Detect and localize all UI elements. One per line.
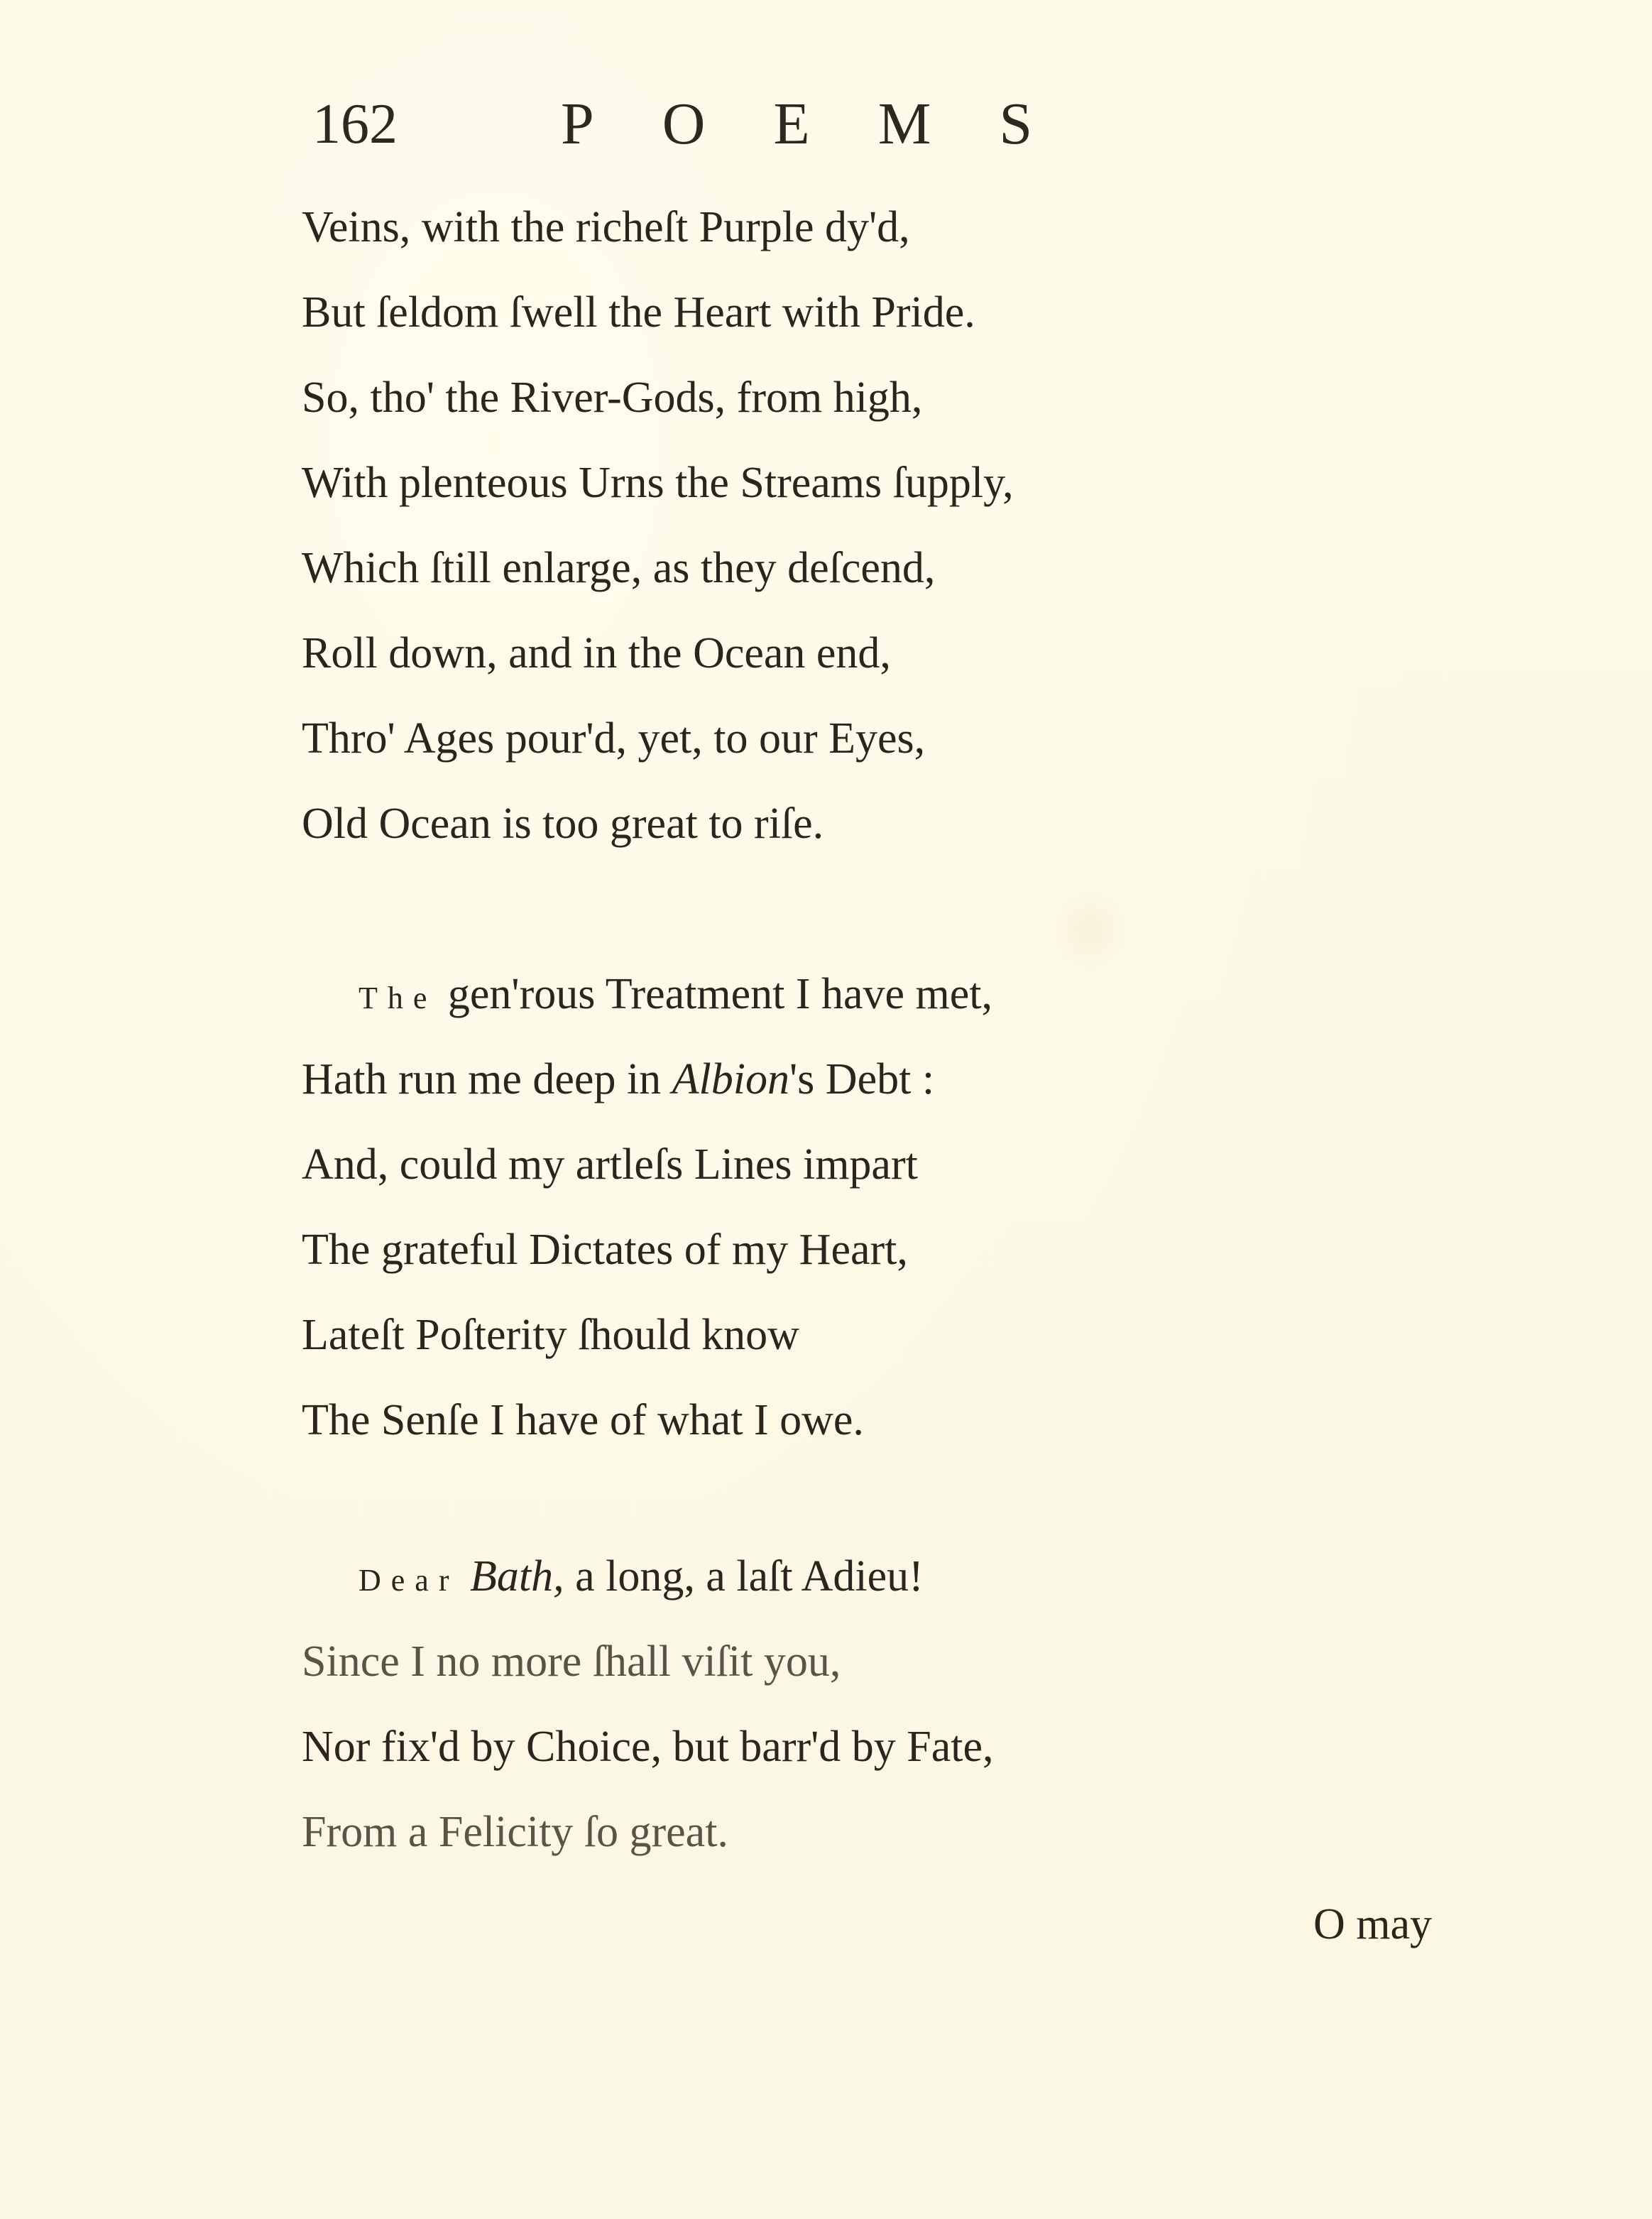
verse-line-opening [302, 1534, 1367, 1619]
italic-name: Albion [672, 1055, 789, 1103]
verse-text: gen'rous Treatment I have met, [437, 970, 992, 1018]
italic-name: Bath, [470, 1552, 564, 1601]
page-header [312, 85, 1235, 163]
verse-line: Nor fix'd by Choice, but barr'd by Fate, [302, 1723, 994, 1771]
verse-line: Which ſtill enlarge, as they deſcend, [302, 544, 936, 592]
verse-line: And, could my artleſs Lines impart [302, 1140, 918, 1189]
small-caps-word: The [359, 981, 437, 1015]
running-title: POEMS [561, 91, 1101, 157]
page-number: 162 [312, 93, 398, 156]
verse-text: 's Debt : [789, 1055, 935, 1103]
stanza-2 [302, 952, 1367, 1463]
small-caps-word: Dear [359, 1563, 459, 1598]
verse-line-opening [302, 952, 1367, 1037]
verse-line: The Senſe I have of what I owe. [302, 1396, 864, 1444]
stanza-1 [302, 185, 1367, 866]
verse-line: Lateſt Poſterity ſhould know [302, 1311, 799, 1359]
verse-line: Roll down, and in the Ocean end, [302, 629, 891, 677]
catchword: O may [1313, 1900, 1433, 1948]
verse-line: Thro' Ages pour'd, yet, to our Eyes, [302, 714, 926, 763]
verse-line: Veins, with the richeſt Purple dy'd, [302, 203, 910, 251]
verse-line: The grateful Dictates of my Heart, [302, 1226, 908, 1274]
verse-line: Since I no more ſhall viſit you, [302, 1637, 841, 1686]
verse-text: a long, a laſt Adieu! [564, 1552, 924, 1601]
verse-line: So, tho' the River-Gods, from high, [302, 374, 923, 422]
stanza-3 [302, 1534, 1367, 1875]
verse-line [302, 1037, 1367, 1122]
verse-line: With plenteous Urns the Streams ſupply, [302, 459, 1014, 507]
verse-line: But ſeldom ſwell the Heart with Pride. [302, 288, 975, 337]
verse-line: From a Felicity ſo great. [302, 1808, 728, 1856]
verse-text: Hath run me deep in [302, 1055, 672, 1103]
verse-line: Old Ocean is too great to riſe. [302, 800, 824, 848]
